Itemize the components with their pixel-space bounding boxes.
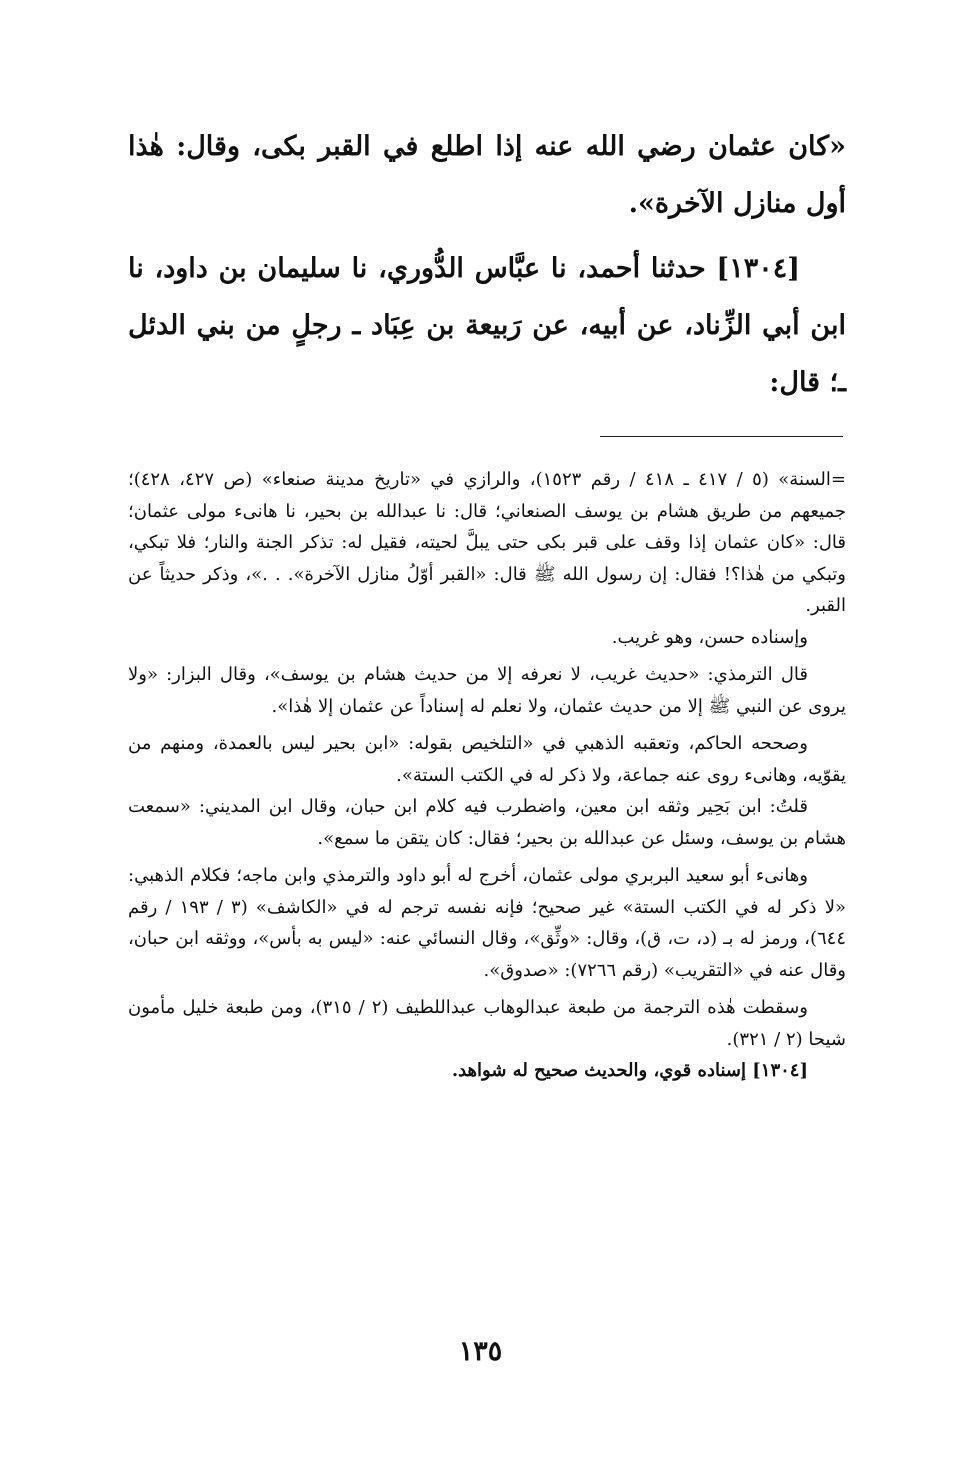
- footnotes: [128, 464, 846, 1087]
- footnote-paragraph: قلتُ: ابن بَحِير وثقه ابن معين، واضطرب فيه كلام ابن حبان، وقال ابن المديني: «سمعت هشام بن يوسف، وسئل عن عبدالله بن بحير؛ فقال: كان يتقن ما سمع».: [128, 796, 846, 849]
- main-paragraph-quote: «كان عثمان رضي الله عنه إذا اطلع في القبر بكى، وقال: هٰذا أول منازل الآخرة».: [128, 131, 846, 219]
- footnote-paragraph: =السنة» (٥ / ٤١٧ ـ ٤١٨ / رقم ١٥٢٣)، والرازي في «تاريخ مدينة صنعاء» (ص ٤٢٧، ٤٢٨)؛ جميعهم من طريق هشام بن يوسف الصنعاني؛ قال: نا عبدالله بن بحير، نا هانىء مولى عثمان؛ قال: «كان عثمان إذا وقف على قبر بكى حتى يبلَّ لحيته، فقيل له: تذكر الجنة والنار؛ فلا تبكي، وتبكي من هٰذا؟! فقال: إن رسول الله ﷺ قال: «القبر أوّلُ منازل الآخرة». . .»، وذكر حديثاً عن القبر.: [128, 469, 846, 616]
- footnote-paragraph: قال الترمذي: «حديث غريب، لا نعرفه إلا من حديث هشام بن يوسف»، وقال البزار: «ولا يروى عن النبي ﷺ إلا من حديث عثمان، ولا نعلم له إسناداً عن عثمان إلا هٰذا».: [128, 664, 846, 717]
- main-text: [128, 118, 846, 411]
- footnote-paragraph: وهانىء أبو سعيد البربري مولى عثمان، أخرج له أبو داود والترمذي وابن ماجه؛ فكلام الذهبي: «لا ذكر له في الكتب الستة» غير صحيح؛ فإنه نفسه ترجم له في «الكاشف» (٣ / ١٩٣ / رقم ٦٤٤)، ورمز له بـ (د، ت، ق)، وقال: «وثِّق»، وقال النسائي عنه: «ليس به بأس»، ووثقه ابن حبان، وقال عنه في «التقريب» (رقم ٧٢٦٦): «صدوق».: [128, 865, 847, 981]
- footnote-paragraph: وسقطت هٰذه الترجمة من طبعة عبدالوهاب عبداللطيف (٢ / ٣١٥)، ومن طبعة خليل مأمون شيحا (٢ / ٣٢١).: [128, 997, 846, 1050]
- main-paragraph-hadith-1304: [١٣٠٤] حدثنا أحمد، نا عبَّاس الدُّوري، نا سليمان بن داود، نا ابن أبي الزِّناد، عن أبيه، عن رَبيعة بن عِبَاد ـ رجلٍ من بني الدئل ـ؛ قال:: [128, 253, 846, 398]
- footnote-paragraph: وإسناده حسن، وهو غريب.: [611, 626, 808, 648]
- footnote-paragraph: وصححه الحاكم، وتعقبه الذهبي في «التلخيص بقوله: «ابن بحير ليس بالعمدة، ومنهم من يقوّيه، وهانىء روى عنه جماعة، ولا ذكر له في الكتب الستة».: [128, 733, 846, 786]
- footnote-grading-1304: [١٣٠٤] إسناده قوي، والحديث صحيح له شواهد.: [451, 1060, 808, 1081]
- page-number: ١٣٥: [458, 1336, 503, 1367]
- footnote-separator: [600, 436, 843, 437]
